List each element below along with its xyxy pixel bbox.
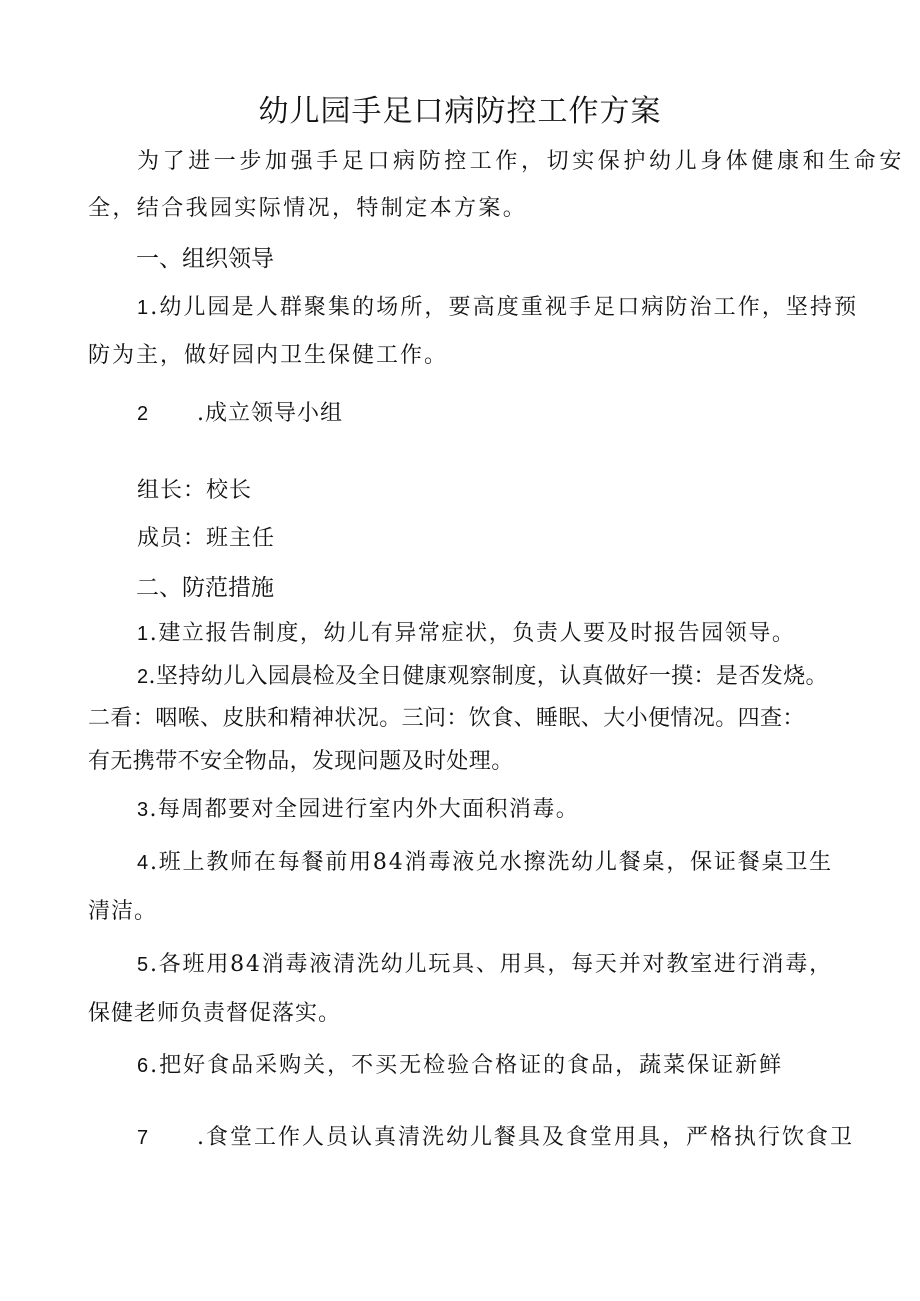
item-number: 1	[137, 623, 150, 645]
item-text: .每周都要对全园进行室内外大面积消毒。	[149, 797, 580, 822]
intro-paragraph-line-1: 为了进一步加强手足口病防控工作，切实保护幼儿身体健康和生命安	[137, 149, 906, 174]
group-leader-line: 组长：校长	[137, 478, 253, 503]
section1-item1-line-2: 防为主，做好园内卫生保健工作。	[88, 343, 449, 368]
item-number: 4	[137, 852, 150, 874]
section1-item2	[137, 401, 343, 427]
item-number: 2	[137, 666, 149, 688]
item-text: .各班用84消毒液清洗幼儿玩具、用具，每天并对教室进行消毒，	[149, 952, 833, 977]
item-text: .建立报告制度，幼儿有异常症状，负责人要及时报告园领导。	[149, 621, 796, 646]
group-members-line: 成员：班主任	[137, 526, 276, 551]
item-number: 1	[137, 297, 151, 319]
section1-item1-line-1	[137, 295, 858, 321]
section2-item5-line-2: 保健老师负责督促落实。	[88, 1001, 342, 1026]
item-text: .班上教师在每餐前用84消毒液兑水擦洗幼儿餐桌，保证餐桌卫生	[149, 850, 833, 875]
section2-item5-line-1	[137, 952, 833, 978]
intro-paragraph-line-2: 全，结合我园实际情况，特制定本方案。	[88, 196, 528, 221]
item-number: 6	[137, 1055, 151, 1077]
item-text: .把好食品采购关，不买无检验合格证的食品，蔬菜保证新鲜	[150, 1053, 784, 1078]
section-heading-prevention: 二、防范措施	[136, 575, 274, 601]
section2-item1	[137, 621, 796, 647]
section2-item2-line-1	[137, 664, 828, 690]
section2-item6	[137, 1053, 783, 1079]
section2-item2-line-3: 有无携带不安全物品，发现问题及时处理。	[88, 749, 514, 774]
item-text: .成立领导小组	[197, 401, 343, 426]
section2-item7	[137, 1125, 854, 1151]
section-heading-organization: 一、组织领导	[136, 246, 274, 272]
item-number: 7	[137, 1127, 151, 1149]
item-number: 5	[137, 954, 150, 976]
section2-item4-line-1	[137, 850, 833, 876]
document-title: 幼儿园手足口病防控工作方案	[258, 94, 662, 129]
item-number: 3	[137, 799, 150, 821]
item-text: .幼儿园是人群聚集的场所，要高度重视手足口病防治工作，坚持预	[150, 295, 859, 320]
item-text: .坚持幼儿入园晨检及全日健康观察制度，认真做好一摸：是否发烧。	[148, 664, 828, 689]
item-text: .食堂工作人员认真清洗幼儿餐具及食堂用具，严格执行饮食卫	[197, 1125, 854, 1150]
section2-item3	[137, 797, 579, 823]
section2-item4-line-2: 清洁。	[88, 899, 158, 924]
section2-item2-line-2: 二看：咽喉、皮肤和精神状况。三问：饮食、睡眠、大小便情况。四查：	[88, 706, 805, 731]
item-number: 2	[137, 403, 150, 425]
